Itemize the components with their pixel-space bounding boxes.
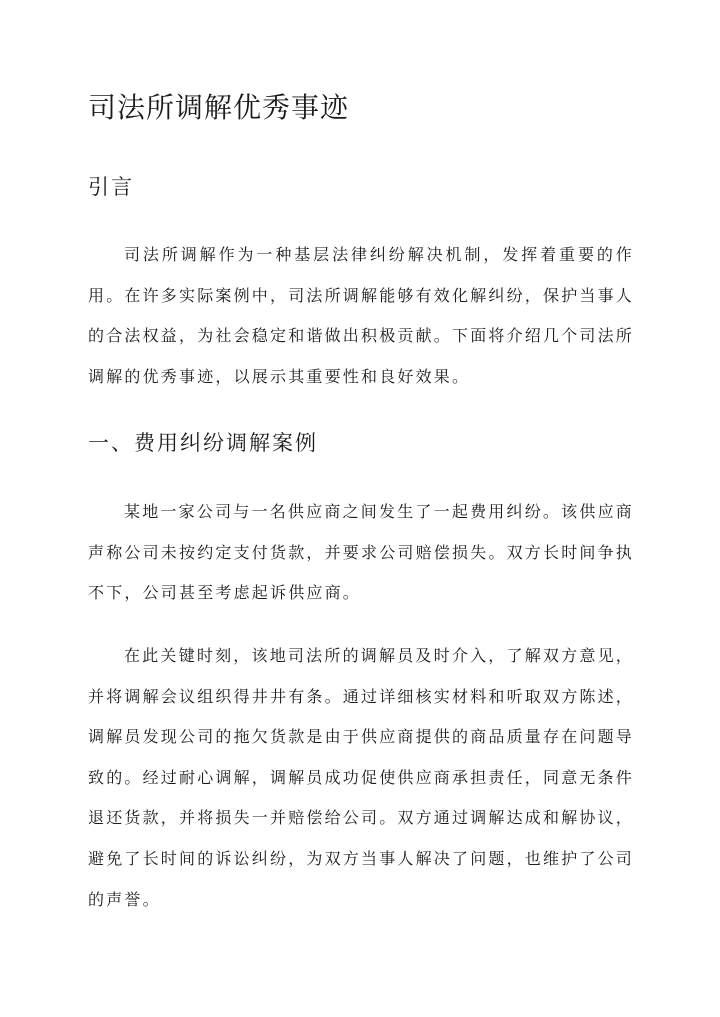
- section-heading-intro: 引言: [88, 175, 134, 199]
- intro-paragraph: 司法所调解作为一种基层法律纠纷解决机制，发挥着重要的作用。在许多实际案例中，司法所调解能够有效化解纠纷，保护当事人的合法权益，为社会稳定和谐做出积极贡献。下面将介绍几个司法所调解的优秀事迹，以展示其重要性和良好效果。: [88, 245, 635, 386]
- document-title: 司法所调解优秀事迹: [88, 91, 350, 124]
- fee-dispute-paragraph-2: 在此关键时刻，该地司法所的调解员及时介入，了解双方意见，并将调解会议组织得井井有条。通过详细核实材料和听取双方陈述，调解员发现公司的拖欠货款是由于供应商提供的商品质量存在问题导致的。经过耐心调解，调解员成功促使供应商承担责任，同意无条件退还货款，并将损失一并赔偿给公司。双方通过调解达成和解协议，避免了长时间的诉讼纠纷，为双方当事人解决了问题，也维护了公司的声誉。: [88, 646, 635, 909]
- section-heading-fee-dispute: 一、费用纠纷调解案例: [88, 431, 318, 455]
- fee-dispute-paragraph-1: 某地一家公司与一名供应商之间发生了一起费用纠纷。该供应商声称公司未按约定支付货款，并要求公司赔偿损失。双方长时间争执不下，公司甚至考虑起诉供应商。: [88, 502, 635, 603]
